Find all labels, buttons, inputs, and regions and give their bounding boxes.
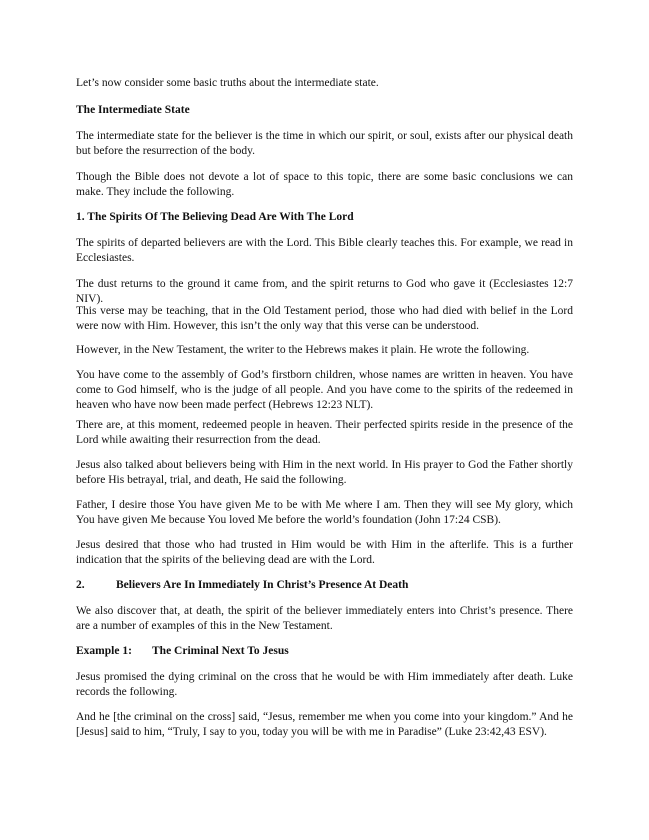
- paragraph-immediate-presence: We also discover that, at death, the spirit of the believer immediately enters into Christ’s presence. There are a number of examples of this in the New Testament.: [76, 605, 573, 632]
- section-2-number: 2.: [76, 579, 85, 591]
- paragraph-jesus-prayer: Jesus also talked about believers being with Him in the next world. In His prayer to God the Father shortly before His betrayal, trial, and death, He said the following.: [76, 459, 573, 486]
- paragraph-spirits-departed: The spirits of departed believers are with the Lord. This Bible clearly teaches this. For example, we read in Ecclesiastes.: [76, 237, 573, 264]
- paragraph-dying-criminal: Jesus promised the dying criminal on the cross that he would be with Him immediately after death. Luke records the following.: [76, 671, 573, 698]
- quote-john: Father, I desire those You have given Me to be with Me where I am. Then they will see My glory, which You have given Me because You loved Me before the world’s foundation (John 17:24 CSB).: [76, 499, 573, 526]
- paragraph-conclusions: Though the Bible does not devote a lot of space to this topic, there are some basic conclusions we can make. They include the following.: [76, 171, 573, 198]
- heading-example-1: [76, 644, 573, 659]
- heading-section-2: [76, 578, 573, 593]
- quote-hebrews: You have come to the assembly of God’s firstborn children, whose names are written in heaven. You have come to God himself, who is the judge of all people. And you have come to the spirits of the redeemed in heaven who have now been made perfect (Hebrews 12:23 NLT).: [76, 369, 573, 411]
- intro-paragraph: Let’s now consider some basic truths about the intermediate state.: [76, 77, 379, 89]
- heading-intermediate-state: The Intermediate State: [76, 104, 190, 116]
- paragraph-redeemed: There are, at this moment, redeemed people in heaven. Their perfected spirits reside in the presence of the Lord while awaiting their resurrection from the dead.: [76, 419, 573, 446]
- paragraph-hebrews-intro: However, in the New Testament, the writer to the Hebrews makes it plain. He wrote the following.: [76, 344, 530, 356]
- section-2-title: Believers Are In Immediately In Christ’s Presence At Death: [116, 579, 409, 591]
- quote-ecclesiastes: The dust returns to the ground it came from, and the spirit returns to God who gave it (Ecclesiastes 12:7 NIV).: [76, 278, 573, 305]
- quote-luke: And he [the criminal on the cross] said, “Jesus, remember me when you come into your kingdom.” And he [Jesus] said to him, “Truly, I say to you, today you will be with me in Paradise” (Luke 23:42,43 ESV).: [76, 711, 573, 738]
- example-1-title: The Criminal Next To Jesus: [152, 645, 289, 657]
- example-1-label: Example 1:: [76, 645, 132, 657]
- paragraph-definition: The intermediate state for the believer is the time in which our spirit, or soul, exists after our physical death but before the resurrection of the body.: [76, 130, 573, 157]
- paragraph-old-testament: This verse may be teaching, that in the Old Testament period, those who had died with belief in the Lord were now with Him. However, this isn’t the only way that this verse can be understood.: [76, 305, 573, 332]
- heading-section-1: 1. The Spirits Of The Believing Dead Are With The Lord: [76, 211, 354, 223]
- paragraph-further-indication: Jesus desired that those who had trusted in Him would be with Him in the afterlife. This is a further indication that the spirits of the believing dead are with the Lord.: [76, 539, 573, 566]
